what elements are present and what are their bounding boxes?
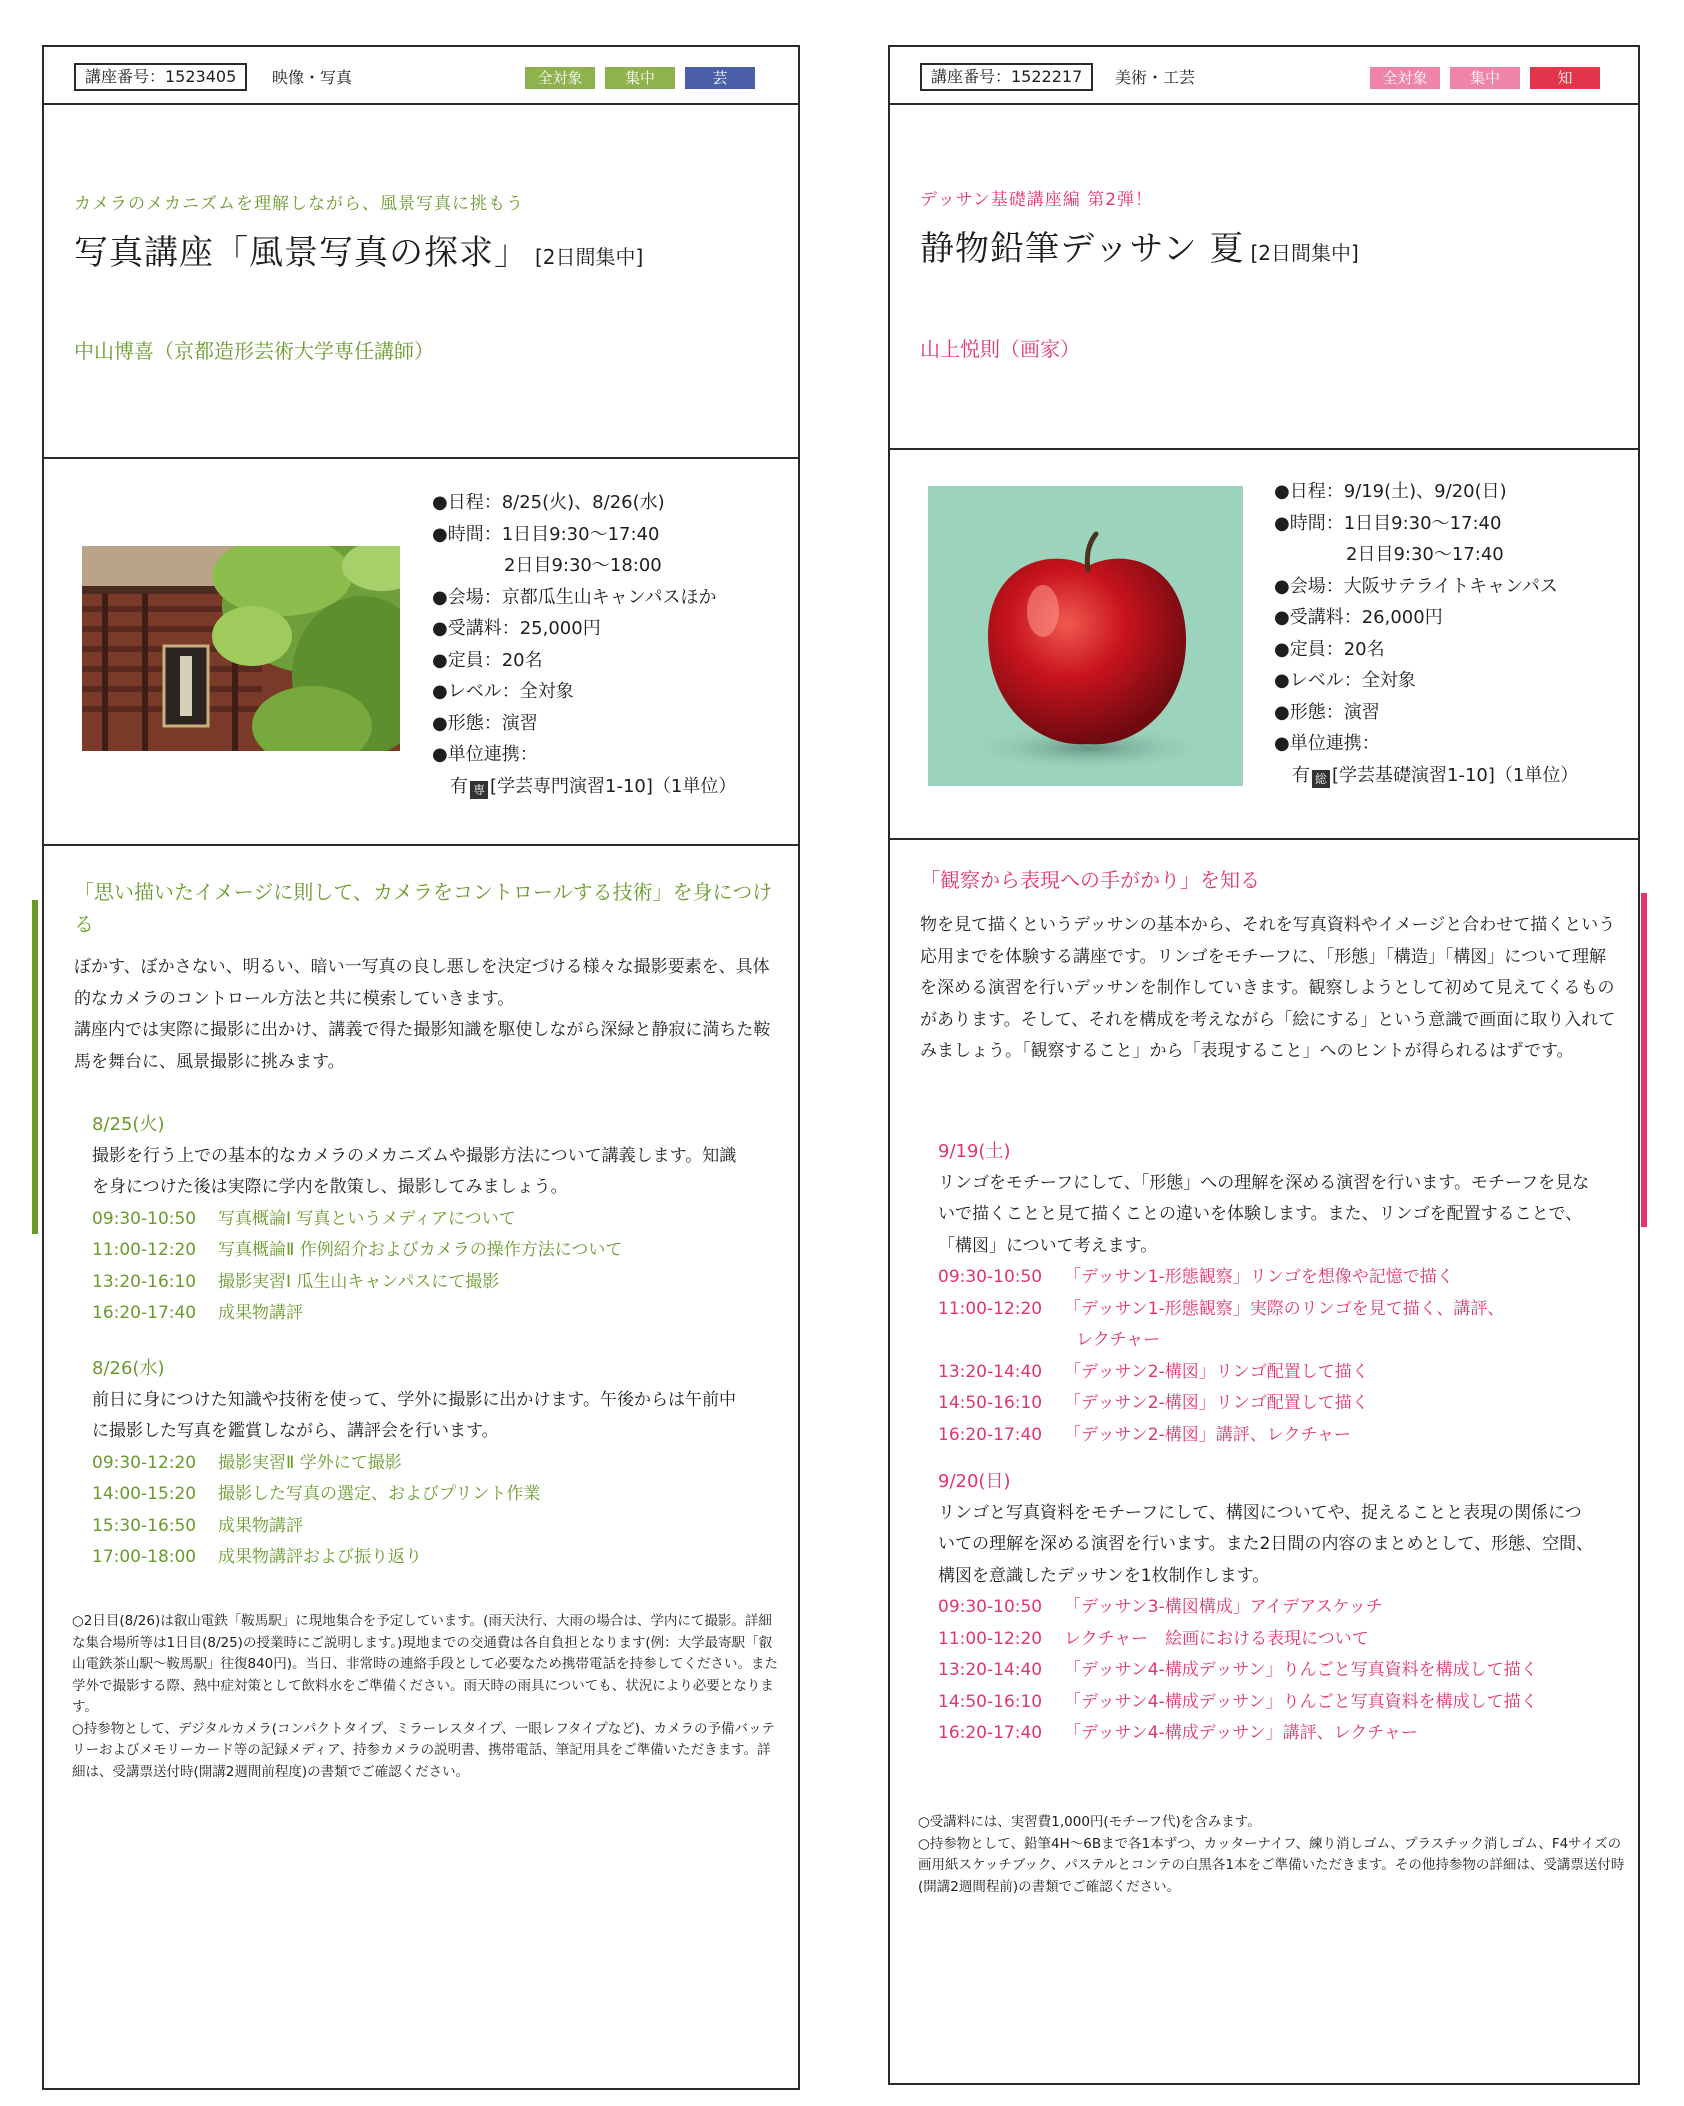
- credit-type-badge: 専: [470, 781, 488, 799]
- info-section: [44, 459, 798, 846]
- note-item: ○持参物として、鉛筆4H～6Bまで各1本ずつ、カッターナイフ、練り消しゴム、プラスチック消しゴム、F4サイズの画用紙スケッチブック、パステルとコンテの白黒各1本をご準備いただきます。その他持参物の詳細は、受講票送付時(開講2週間程前)の書類でご確認ください。: [918, 1835, 1625, 1895]
- lead-heading: 「思い描いたイメージに則して、カメラをコントロールする技術」を身につける: [74, 880, 773, 936]
- schedule-item: [938, 1687, 1598, 1719]
- schedule-text: 「デッサン1-形態観察」実際のリンゴを見て描く、講評、: [1064, 1298, 1505, 1319]
- detail-venue: ●会場：大阪サテライトキャンパス: [1274, 575, 1558, 597]
- schedule-item: [938, 1718, 1598, 1750]
- detail-schedule: ●日程：8/25(火)、8/26(水): [432, 492, 665, 513]
- detail-time-day1: ●時間：1日目9:30～17:40: [1274, 512, 1502, 534]
- schedule-time: 13:20-16:10: [92, 1271, 197, 1292]
- schedule-time: 13:20-14:40: [938, 1660, 1043, 1680]
- schedule-time: 14:50-16:10: [938, 1393, 1043, 1413]
- day-description: リンゴと写真資料をモチーフにして、構図についてや、捉えることと表現の関係についての理解を深める演習を行います。また2日間の内容のまとめとして、形態、空間、構図を意識したデッサンを1枚制作します。: [938, 1502, 1594, 1586]
- credit-available: 有: [1292, 764, 1310, 786]
- course-title-row: [74, 225, 643, 274]
- note-item: ○持参物として、デジタルカメラ(コンパクトタイプ、ミラーレスタイプ、一眼レフタイプなど)、カメラの予備バッテリーおよびメモリーカード等の記録メディア、持参カメラの説明書、携帯電話、筆記用具をご準備いただきます。詳細は、受講票送付時(開講2週間前程度)の書類でご確認ください。: [72, 1720, 775, 1780]
- credit-detail: [学芸基礎演習1-10]（1単位）: [1332, 764, 1579, 786]
- credit-type-badge: 総: [1312, 770, 1330, 788]
- schedule-text: 撮影実習Ⅱ 学外にて撮影: [218, 1452, 402, 1473]
- detail-format: ●形態：演習: [432, 712, 538, 734]
- schedule-time: 14:50-16:10: [938, 1691, 1043, 1712]
- course-notes: [918, 1812, 1626, 1898]
- course-details: [1274, 476, 1578, 791]
- schedule-text: 成果物講評および振り返り: [218, 1547, 422, 1567]
- detail-time-day1: ●時間：1日目9:30～17:40: [432, 523, 660, 545]
- day-description: リンゴをモチーフにして、「形態」への理解を深める演習を行います。モチーフを見ないで描くことと見て描くことの違いを体験します。また、リンゴを配置することで、「構図」について考えます。: [938, 1172, 1590, 1256]
- schedule-text: 成果物講評: [218, 1515, 303, 1536]
- schedule-item: [938, 1357, 1598, 1389]
- left-course-page: [42, 45, 800, 2090]
- right-accent-stripe: [1641, 893, 1647, 1227]
- detail-level: ●レベル：全対象: [1274, 670, 1416, 691]
- tag-intensive: 集中: [1450, 67, 1520, 89]
- day-schedule: [92, 1109, 752, 1330]
- schedule-text: 「デッサン2-構図」リンゴ配置して描く: [1064, 1361, 1369, 1382]
- detail-time-day2: 2日目9:30～17:40: [1346, 544, 1504, 565]
- schedule-text: 「デッサン4-構成デッサン」りんごと写真資料を構成して描く: [1064, 1691, 1538, 1712]
- schedule-time: 16:20-17:40: [938, 1723, 1043, 1743]
- schedule-item: [92, 1511, 752, 1543]
- instructor-name: 中山博喜（京都造形芸術大学専任講師）: [74, 339, 434, 363]
- day-date: 8/25(火): [92, 1114, 165, 1135]
- credit-detail: [学芸専門演習1-10]（1単位）: [490, 775, 737, 797]
- schedule-text: 「デッサン3-構図構成」アイデアスケッチ: [1064, 1597, 1383, 1617]
- schedule-text: 写真概論Ⅱ 作例紹介およびカメラの操作方法について: [218, 1240, 623, 1260]
- course-tags: [525, 67, 755, 89]
- schedule-item: [92, 1298, 752, 1330]
- schedule-text: 「デッサン2-構図」リンゴ配置して描く: [1064, 1393, 1369, 1413]
- course-subtitle: デッサン基礎講座編 第2弾！: [920, 190, 1154, 210]
- schedule-time: 11:00-12:20: [938, 1628, 1043, 1649]
- course-code: 講座番号：1523405: [74, 63, 247, 91]
- schedule-item: [92, 1267, 752, 1299]
- schedule-item: [938, 1592, 1598, 1624]
- day-schedule: [938, 1466, 1598, 1750]
- tag-all-audience: 全対象: [525, 67, 595, 89]
- day-date: 9/19(土): [938, 1141, 1011, 1162]
- course-category: 美術・工芸: [1115, 68, 1196, 87]
- tag-intensive: 集中: [605, 67, 675, 89]
- schedule-time: 11:00-12:20: [938, 1298, 1043, 1319]
- detail-level: ●レベル：全対象: [432, 681, 574, 702]
- schedule-item: [92, 1204, 752, 1236]
- schedule-time: 09:30-10:50: [938, 1597, 1043, 1617]
- course-header: [890, 47, 1638, 105]
- title-section: [44, 105, 798, 459]
- schedule-time: 09:30-10:50: [938, 1267, 1043, 1287]
- schedule-time: 16:20-17:40: [938, 1424, 1043, 1445]
- course-header: [44, 47, 798, 105]
- day-description: 撮影を行う上での基本的なカメラのメカニズムや撮影方法について講義します。知識を身につけた後は実際に学内を散策し、撮影してみましょう。: [92, 1145, 737, 1197]
- tag-all-audience: 全対象: [1370, 67, 1440, 89]
- schedule-text: 撮影した写真の選定、およびプリント作業: [218, 1484, 541, 1504]
- course-notes: [72, 1611, 780, 1783]
- detail-credit-label: ●単位連携：: [432, 744, 538, 765]
- schedule-item: [92, 1448, 752, 1480]
- tag-arts: 芸: [685, 67, 755, 89]
- schedule-item: [938, 1388, 1598, 1420]
- schedule-time: 15:30-16:50: [92, 1515, 197, 1536]
- course-category: 映像・写真: [272, 68, 353, 87]
- note-item: ○2日目(8/26)は叡山電鉄「鞍馬駅」に現地集合を予定しています。(雨天決行、大雨の場合は、学内にて撮影。詳細な集合場所等は1日目(8/25)の授業時にご説明します。)現地までの交通費は各自負担となります(例：大学最寄駅「叡山電鉄茶山駅～鞍馬駅」往復840円)。当日、非常時の連絡手段として必要なため携帯電話を持参してください。また学外で撮影する際、熱中症対策として飲料水をご準備ください。雨天時の雨具についても、状況により必要となります。: [72, 1613, 779, 1715]
- day-date: 9/20(日): [938, 1471, 1011, 1492]
- schedule-time: 16:20-17:40: [92, 1303, 197, 1323]
- schedule-item: [938, 1655, 1598, 1687]
- schedule-text: レクチャー 絵画における表現について: [1064, 1628, 1369, 1649]
- description-paragraph: 講座内では実際に撮影に出かけ、講義で得た撮影知識を駆使しながら深緑と静寂に満ちた鞍馬を舞台に、風景撮影に挑みます。: [74, 1020, 771, 1072]
- schedule-text: 「デッサン4-構成デッサン」りんごと写真資料を構成して描く: [1064, 1660, 1538, 1680]
- tag-knowledge: 知: [1530, 67, 1600, 89]
- description-paragraph: ぼかす、ぼかさない、明るい、暗い一写真の良し悪しを決定づける様々な撮影要素を、具体的なカメラのコントロール方法と共に模索していきます。: [74, 957, 770, 1009]
- day-schedule: [938, 1136, 1598, 1451]
- note-item: ○受講料には、実習費1,000円(モチーフ代)を含みます。: [918, 1814, 1261, 1830]
- detail-fee: ●受講料：25,000円: [432, 618, 601, 639]
- course-photo-temple: [82, 546, 400, 751]
- course-duration-tag: [2日間集中]: [535, 245, 644, 269]
- schedule-item: [92, 1235, 752, 1267]
- schedule-time: 13:20-14:40: [938, 1361, 1043, 1382]
- course-title: 写真講座「風景写真の探求」: [74, 233, 529, 273]
- schedule-time: 17:00-18:00: [92, 1547, 197, 1567]
- day-schedule: [92, 1353, 752, 1574]
- schedule-text: 「デッサン2-構図」講評、レクチャー: [1064, 1424, 1351, 1445]
- info-section: [890, 450, 1638, 840]
- schedule-item: [92, 1542, 752, 1574]
- schedule-text: 写真概論Ⅰ 写真というメディアについて: [218, 1208, 516, 1229]
- detail-format: ●形態：演習: [1274, 701, 1380, 723]
- schedule-time: 14:00-15:20: [92, 1484, 197, 1504]
- day-date: 8/26(水): [92, 1358, 165, 1379]
- detail-time-day2: 2日目9:30～18:00: [504, 555, 662, 576]
- course-details: [432, 487, 736, 802]
- course-tags: [1370, 67, 1600, 89]
- schedule-item: [938, 1294, 1598, 1326]
- detail-credit: [1274, 760, 1578, 792]
- description-paragraph: 物を見て描くというデッサンの基本から、それを写真資料やイメージと合わせて描くという応用までを体験する講座です。リンゴをモチーフに、「形態」「構造」「構図」について理解を深める演習を行いデッサンを制作していきます。観察しようとして初めて見えてくるものがあります。そして、それを構成を考えながら「絵にする」という意識で画面に取り入れてみましょう。「観察すること」から「表現すること」へのヒントが得られるはずです。: [920, 915, 1616, 1061]
- instructor-name: 山上悦則（画家）: [920, 337, 1080, 361]
- course-title-row: [920, 221, 1359, 270]
- course-duration-tag: [2日間集中]: [1250, 241, 1359, 265]
- right-course-page: [888, 45, 1640, 2085]
- schedule-text: 「デッサン4-構成デッサン」講評、レクチャー: [1064, 1723, 1418, 1743]
- schedule-item: [938, 1624, 1598, 1656]
- course-title: 静物鉛筆デッサン 夏: [920, 229, 1245, 269]
- detail-capacity: ●定員：20名: [432, 649, 543, 671]
- schedule-text: 「デッサン1-形態観察」リンゴを想像や記憶で描く: [1064, 1267, 1454, 1287]
- schedule-time: 09:30-12:20: [92, 1452, 197, 1473]
- schedule-text: 撮影実習Ⅰ 瓜生山キャンパスにて撮影: [218, 1271, 500, 1292]
- course-photo-apple: [928, 486, 1243, 786]
- schedule-item: [938, 1420, 1598, 1452]
- schedule-item: [938, 1262, 1598, 1294]
- course-code: 講座番号：1522217: [920, 63, 1093, 91]
- schedule-time: 09:30-10:50: [92, 1208, 197, 1229]
- detail-capacity: ●定員：20名: [1274, 638, 1385, 660]
- schedule-text: 成果物講評: [218, 1303, 303, 1323]
- detail-schedule: ●日程：9/19(土)、9/20(日): [1274, 481, 1507, 502]
- course-description: [920, 910, 1616, 1068]
- detail-credit: [432, 771, 736, 803]
- credit-available: 有: [450, 775, 468, 797]
- schedule-item-continued: レクチャー: [1076, 1330, 1161, 1350]
- day-description: 前日に身につけた知識や技術を使って、学外に撮影に出かけます。午後からは午前中に撮影した写真を鑑賞しながら、講評会を行います。: [92, 1389, 736, 1441]
- schedule-time: 11:00-12:20: [92, 1240, 197, 1260]
- left-accent-stripe: [32, 900, 38, 1234]
- schedule-item: [92, 1479, 752, 1511]
- lead-heading: 「観察から表現への手がかり」を知る: [920, 868, 1260, 892]
- course-description: [74, 952, 774, 1078]
- course-subtitle: カメラのメカニズムを理解しながら、風景写真に挑もう: [74, 194, 524, 214]
- detail-venue: ●会場：京都瓜生山キャンパスほか: [432, 586, 717, 608]
- detail-credit-label: ●単位連携：: [1274, 733, 1380, 754]
- detail-fee: ●受講料：26,000円: [1274, 607, 1443, 628]
- title-section: [890, 105, 1638, 450]
